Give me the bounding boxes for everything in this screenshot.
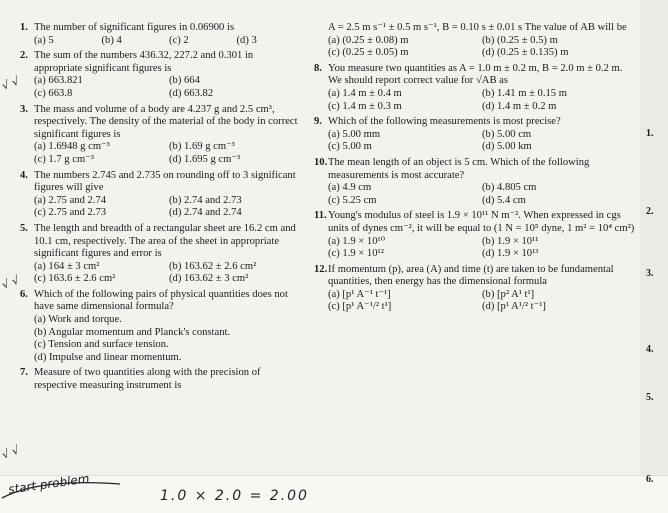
right-column [314, 22, 636, 317]
handwritten-note-label: start problem [7, 471, 91, 497]
answer-option: (c) 663.8 [34, 87, 73, 99]
left-column [20, 22, 304, 396]
answer-option: (b) 163.62 ± 2.6 cm² [169, 260, 257, 272]
question-item [314, 264, 636, 314]
answer-option: (d) 163.62 ± 3 cm² [169, 273, 249, 285]
question-number: 8. [314, 62, 322, 74]
question-number: 4. [20, 169, 28, 181]
answer-options [328, 88, 636, 113]
answer-options [328, 35, 636, 60]
answer-options [34, 195, 304, 220]
question-number: 1. [20, 22, 28, 33]
question-number: 11. [314, 210, 327, 222]
answer-option: (a) 1.4 m ± 0.4 m [328, 87, 402, 99]
answer-option: (b) 5.00 cm [482, 128, 532, 140]
answer-option: (b) [p² A¹ t¹] [482, 288, 535, 300]
question-stem: If momentum (p), area (A) and time (t) are taken to be fundamental quantities, then energy has the dimensional formula [328, 263, 614, 288]
handwritten-underline [0, 470, 150, 510]
margin-question-number: 5. [646, 392, 654, 403]
answer-option: (c) 163.6 ± 2.6 cm² [34, 273, 116, 285]
answer-option: (a) 5 [34, 34, 54, 46]
answer-option: (c) 2.75 and 2.73 [34, 207, 107, 219]
margin-question-number: 3. [646, 268, 654, 279]
answer-option: (c) 5.00 m [328, 141, 372, 153]
question-item [20, 50, 304, 100]
question-item [314, 116, 636, 154]
question-number: 5. [20, 222, 28, 234]
answer-option: (c) 5.25 cm [328, 194, 377, 206]
answer-option: (c) 1.9 × 10¹² [328, 248, 384, 260]
answer-option: (b) 664 [169, 75, 200, 87]
answer-options [34, 314, 304, 364]
margin-question-number: 2. [646, 206, 654, 217]
answer-option: (c) 2 [169, 34, 189, 46]
question-stem: Which of the following measurements is most precise? [328, 116, 561, 128]
question-item [20, 22, 304, 47]
question-stem: The mean length of an object is 5 cm. Which of the following measurements is most accurate? [328, 156, 590, 181]
question-item [20, 223, 304, 286]
answer-option: (d) Impulse and linear momentum. [34, 351, 182, 363]
margin-question-number: 4. [646, 344, 654, 355]
answer-option: (d) [p¹ A¹/² t⁻¹] [482, 301, 546, 313]
margin-question-number: 6. [646, 474, 654, 485]
handwritten-tick-mark: √ √ [0, 443, 21, 462]
answer-option: (a) 5.00 mm [328, 128, 381, 140]
answer-options [328, 129, 636, 154]
question-stem: The length and breadth of a rectangular sheet are 16.2 cm and 10.1 cm, respectively. The area of the sheet in appropriate significant figures and error is [34, 222, 296, 260]
answer-option: (b) (0.25 ± 0.5) m [482, 34, 558, 46]
answer-option: (b) 1.9 × 10¹¹ [482, 235, 539, 247]
answer-option: (a) 1.6948 g cm⁻³ [34, 141, 110, 153]
answer-option: (b) Angular momentum and Planck's constant. [34, 326, 231, 338]
answer-option: (d) 1.695 g cm⁻³ [169, 153, 241, 165]
next-page-margin [640, 0, 668, 512]
answer-option: (b) 1.69 g cm⁻³ [169, 141, 235, 153]
answer-option: (d) 5.00 km [482, 141, 532, 153]
handwritten-tick-mark: √ √ [0, 273, 21, 292]
question-number: 6. [20, 288, 28, 300]
answer-option: (b) 2.74 and 2.73 [169, 194, 242, 206]
answer-option: (d) (0.25 ± 0.135) m [482, 47, 569, 59]
answer-option: (d) 663.82 [169, 87, 214, 99]
question-item [20, 367, 304, 392]
question-number: 9. [314, 116, 322, 128]
answer-option: (a) (0.25 ± 0.08) m [328, 34, 409, 46]
answer-options [328, 289, 636, 314]
question-number: 2. [20, 50, 28, 62]
answer-option: (a) 663.821 [34, 75, 83, 87]
answer-options [34, 141, 304, 166]
question-item [314, 22, 636, 60]
answer-option: (a) 2.75 and 2.74 [34, 194, 107, 206]
answer-option: (a) 4.9 cm [328, 182, 372, 194]
answer-option: (a) 1.9 × 10¹⁰ [328, 235, 385, 247]
question-item [20, 104, 304, 167]
answer-option: (d) 1.4 m ± 0.2 m [482, 100, 557, 112]
answer-options [34, 75, 304, 100]
answer-option: (a) Work and torque. [34, 314, 122, 326]
question-item [20, 289, 304, 365]
answer-options [328, 236, 636, 261]
answer-option: (a) [p¹ A⁻¹ t⁻¹] [328, 288, 391, 300]
question-stem: The mass and volume of a body are 4.237 g and 2.5 cm³, respectively. The density of the material of the body in correct significant figures is [34, 103, 298, 140]
question-number: 10. [314, 156, 328, 168]
answer-option: (d) 5.4 cm [482, 194, 526, 206]
handwritten-calculation: 1.0 × 2.0 = 2.00 [160, 488, 309, 504]
question-number: 7. [20, 367, 28, 379]
question-stem: Which of the following pairs of physical quantities does not have same dimensional formula? [34, 288, 288, 313]
margin-question-number: 1. [646, 128, 654, 139]
answer-option: (b) 4 [101, 34, 122, 46]
answer-option: (c) Tension and surface tension. [34, 339, 169, 351]
question-item [20, 170, 304, 220]
question-stem: The sum of the numbers 436.32, 227.2 and 0.301 in appropriate significant figures is [34, 50, 254, 74]
answer-option: (c) [p¹ A⁻¹/² t¹] [328, 301, 392, 313]
answer-option: (c) (0.25 ± 0.05) m [328, 47, 409, 59]
question-stem: The number of significant figures in 0.06900 is [34, 22, 235, 33]
handwritten-tick-mark: √ √ [0, 74, 21, 93]
question-stem: The numbers 2.745 and 2.735 on rounding off to 3 significant figures will give [34, 169, 296, 194]
question-stem: A = 2.5 m s⁻¹ ± 0.5 m s⁻¹, B = 0.10 s ± 0.01 s The value of AB will be [328, 22, 627, 33]
answer-option: (d) 1.9 × 10¹³ [482, 248, 539, 260]
answer-option: (c) 1.7 g cm⁻³ [34, 153, 94, 165]
question-item [314, 63, 636, 113]
answer-option: (c) 1.4 m ± 0.3 m [328, 100, 402, 112]
question-number: 12. [314, 263, 328, 275]
question-item [314, 210, 636, 260]
answer-option: (d) 2.74 and 2.74 [169, 207, 242, 219]
answer-options [328, 182, 636, 207]
question-stem: Measure of two quantities along with the precision of respective measuring instrument is [34, 367, 261, 392]
answer-option: (b) 1.41 m ± 0.15 m [482, 87, 567, 99]
answer-options [34, 261, 304, 286]
answer-option: (d) 3 [236, 34, 257, 46]
answer-option: (b) 4.805 cm [482, 182, 537, 194]
question-stem: You measure two quantities as A = 1.0 m ± 0.2 m, B = 2.0 m ± 0.2 m. We should report correct value for √AB as [328, 62, 623, 87]
question-stem: Young's modulus of steel is 1.9 × 10¹¹ N m⁻². When expressed in cgs units of dynes cm⁻², it will be equal to (1 N = 10⁵ dyne, 1 m² = 10⁴ cm²) [328, 210, 635, 234]
answer-option: (a) 164 ± 3 cm² [34, 260, 100, 272]
question-item [314, 157, 636, 207]
question-number: 3. [20, 103, 28, 115]
answer-options [34, 35, 304, 48]
